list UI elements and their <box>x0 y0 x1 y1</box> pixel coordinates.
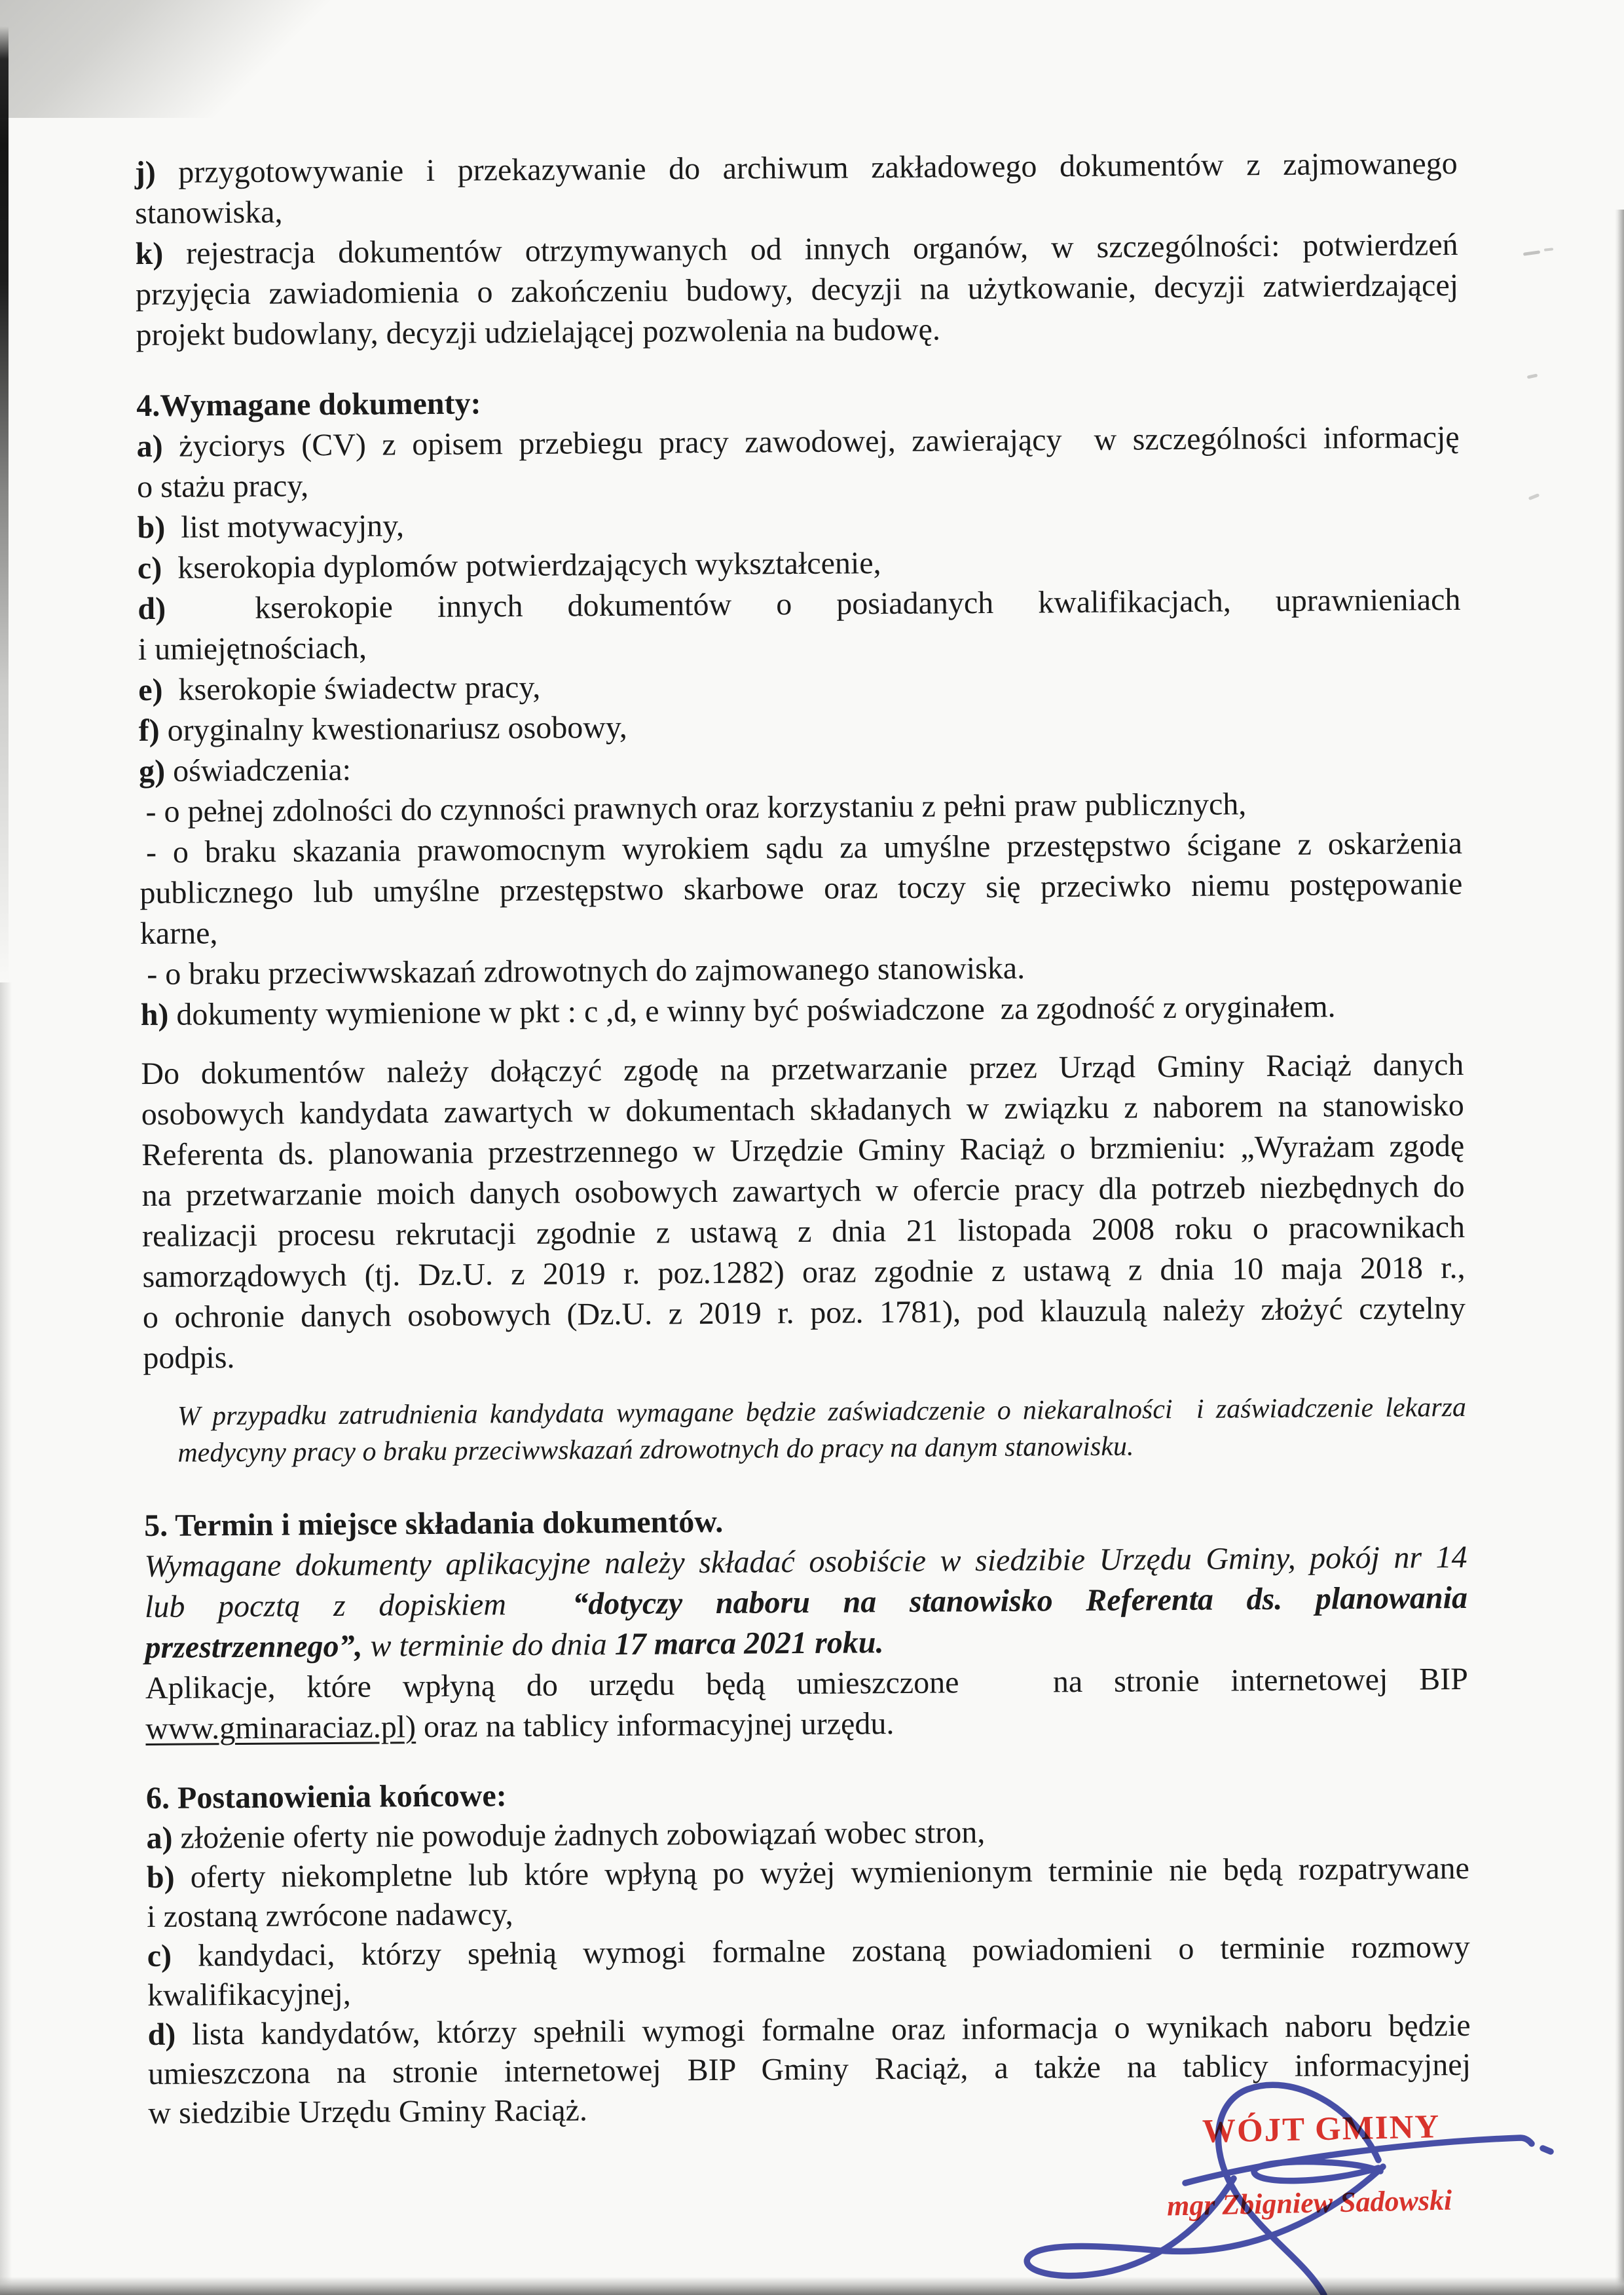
scan-speck <box>1544 248 1553 251</box>
employment-note <box>177 1389 1467 1472</box>
text-line: przyjęcia zawiadomienia o zakończeniu budowy, decyzji na użytkowanie, decyzji zatwierdzającej <box>135 267 1459 312</box>
scan-right-edge <box>1615 210 1624 2295</box>
text-line: - o braku skazania prawomocnym wyrokiem sądu za umyślne przestępstwo ścigane z oskarżenia <box>145 825 1463 870</box>
scan-left-edge-lower <box>0 982 12 2295</box>
signature-flourish <box>1027 2167 1383 2276</box>
item-letter: j) <box>134 155 156 191</box>
text-line: lub pocztą z dopiskiem “dotyczy naboru na stanowisko Referenta ds. planowania <box>144 1580 1468 1625</box>
text-line: przestrzennego”, w terminie do dnia 17 marca 2021 roku. <box>145 1625 884 1666</box>
item-letter: b) <box>137 510 166 546</box>
bip-url: www.gminaraciaz.pl) <box>145 1709 416 1747</box>
text-line: b) oferty niekompletne lub które wpłyną po wyżej wymienionym terminie nie będą rozpatrywane <box>146 1850 1470 1895</box>
text-line: i zostaną zwrócone nadawcy, <box>147 1897 513 1935</box>
item-letter: c) <box>137 550 162 586</box>
text-line: k) rejestracja dokumentów otrzymywanych od innych organów, w szczególności: potwierdzeń <box>135 227 1458 272</box>
item-letter: e) <box>138 672 163 708</box>
text-line: stanowiska, <box>134 195 283 231</box>
text-line: i umiejętnościach, <box>138 630 367 667</box>
signature-ink <box>995 2068 1598 2295</box>
text-line: c) kserokopia dyplomów potwierdzających wykształcenie, <box>137 546 881 586</box>
text-line: h) dokumenty wymienione w pkt : c ,d, e winny być poświadczone za zgodność z oryginałem. <box>140 989 1336 1033</box>
text-line: osobowych kandydata zawartych w dokumentach składanych w związku z naborem na stanowisko <box>141 1087 1464 1132</box>
scan-corner-shadow <box>0 0 419 118</box>
text-line: www.gminaraciaz.pl) oraz na tablicy informacyjnej urzędu. <box>145 1706 895 1747</box>
stamp-signatory-name: mgr Zbigniew Sadowski <box>1166 2184 1452 2222</box>
text-line: g) oświadczenia: <box>138 752 352 789</box>
text-line: publicznego lub umyślne przestępstwo skarbowe oraz toczy się przeciwko niemu postępowanie <box>139 866 1463 911</box>
text-line: o ochronie danych osobowych (Dz.U. z 2019 r. poz. 1781), pod klauzulą należy złożyć czytelny <box>142 1290 1466 1335</box>
text-line: e) kserokopie świadectw pracy, <box>138 669 541 708</box>
text-line: kwalifikacyjnej, <box>147 1976 351 2013</box>
section-5-heading: 5. Termin i miejsce składania dokumentów. <box>143 1504 724 1544</box>
text-line: d) kserokopie innych dokumentów o posiadanych kwalifikacjach, uprawnieniach <box>138 582 1461 627</box>
item-letter: g) <box>138 753 166 789</box>
text-line: W przypadku zatrudnienia kandydata wymagane będzie zaświadczenie o niekaralności i zaświadczenie lekarza <box>177 1392 1467 1432</box>
section-6-heading: 6. Postanowienia końcowe: <box>145 1778 507 1816</box>
text-line: Referenta ds. planowania przestrzennego w Urzędzie Gminy Raciąż o brzmieniu: „Wyrażam zgodę <box>141 1128 1465 1173</box>
text-line: umieszczona na stronie internetowej BIP Gminy Raciąż, a także na tablicy informacyjnej <box>147 2047 1471 2092</box>
scan-speck <box>1528 493 1540 500</box>
text-line: b) list motywacyjny, <box>137 508 405 546</box>
text-line: Do dokumentów należy dołączyć zgodę na przetwarzanie przez Urząd Gminy Raciąż danych <box>141 1047 1464 1092</box>
item-letter: d) <box>138 591 166 627</box>
text-line: o stażu pracy, <box>136 468 309 505</box>
text-line: Aplikacje, które wpłyną do urzędu będą umieszczone na stronie internetowej BIP <box>145 1661 1469 1706</box>
text-line: w siedzibie Urzędu Gminy Raciąż. <box>148 2093 588 2131</box>
text-line: Wymagane dokumenty aplikacyjne należy składać osobiście w siedzibie Urzędu Gminy, pokój nr 14 <box>144 1539 1467 1584</box>
text-line: - o pełnej zdolności do czynności prawnych oraz korzystaniu z pełni praw publicznych, <box>145 787 1247 829</box>
signature-tail <box>1543 2148 1551 2152</box>
text-line: - o braku przeciwwskazań zdrowotnych do zajmowanego stanowiska. <box>147 950 1025 992</box>
item-letter: f) <box>138 713 160 749</box>
text-line: j) przygotowywanie i przekazywanie do archiwum zakładowego dokumentów z zajmowanego <box>134 145 1458 191</box>
item-letter: k) <box>135 236 164 272</box>
bold-phrase: przestrzennego”, <box>145 1628 363 1666</box>
item-letter: c) <box>147 1938 172 1974</box>
text-line: d) lista kandydatów, którzy spełnili wymogi formalne oraz informacja o wynikach naboru będzie <box>147 2007 1471 2053</box>
deadline-date: 17 marca 2021 roku. <box>614 1625 884 1662</box>
text-line: a) życiorys (CV) z opisem przebiegu pracy zawodowej, zawierający w szczególności informację <box>136 419 1460 464</box>
item-letter: d) <box>147 2017 176 2053</box>
document-body <box>135 143 1471 2133</box>
text-line: samorządowych (tj. Dz.U. z 2019 r. poz.1282) oraz zgodnie z ustawą z dnia 10 maja 2018 r., <box>142 1250 1466 1295</box>
section-4-heading: 4.Wymagane dokumenty: <box>136 386 481 424</box>
text-line: realizacji procesu rekrutacji zgodnie z ustawą z dnia 21 listopada 2008 roku o pracownikach <box>141 1209 1466 1254</box>
consent-paragraph <box>141 1045 1466 1379</box>
text-line: c) kandydaci, którzy spełnią wymogi formalne zostaną powiadomieni o terminie rozmowy <box>147 1929 1470 1974</box>
text-line: medycyny pracy o braku przeciwwskazań zdrowotnych do pracy na danym stanowisku. <box>177 1431 1134 1468</box>
item-letter: a) <box>136 428 163 464</box>
text-line: karne, <box>139 916 218 952</box>
text-line: projekt budowlany, decyzji udzielającej pozwolenia na budowę. <box>136 312 941 353</box>
scan-speck <box>1527 373 1538 379</box>
text-line: f) oryginalny kwestionariusz osobowy, <box>138 709 627 749</box>
stamp-wojt-gminy: WÓJT GMINY <box>1202 2108 1441 2150</box>
text-line: na przetwarzanie moich danych osobowych zawartych w ofercie pracy dla potrzeb niezbędnych do <box>141 1168 1465 1214</box>
text-line: podpis. <box>143 1340 235 1376</box>
item-letter: h) <box>140 997 169 1033</box>
text-line: a) złożenie oferty nie powoduje żadnych zobowiązań wobec stron, <box>146 1815 986 1856</box>
scan-left-edge <box>0 0 9 1048</box>
scan-speck <box>1523 250 1540 256</box>
item-letter: a) <box>146 1820 173 1856</box>
signature-flat-loop <box>1254 2162 1380 2181</box>
item-letter: b) <box>146 1859 175 1895</box>
bold-phrase: “dotyczy naboru na stanowisko Referenta ds. planowania <box>572 1580 1468 1622</box>
